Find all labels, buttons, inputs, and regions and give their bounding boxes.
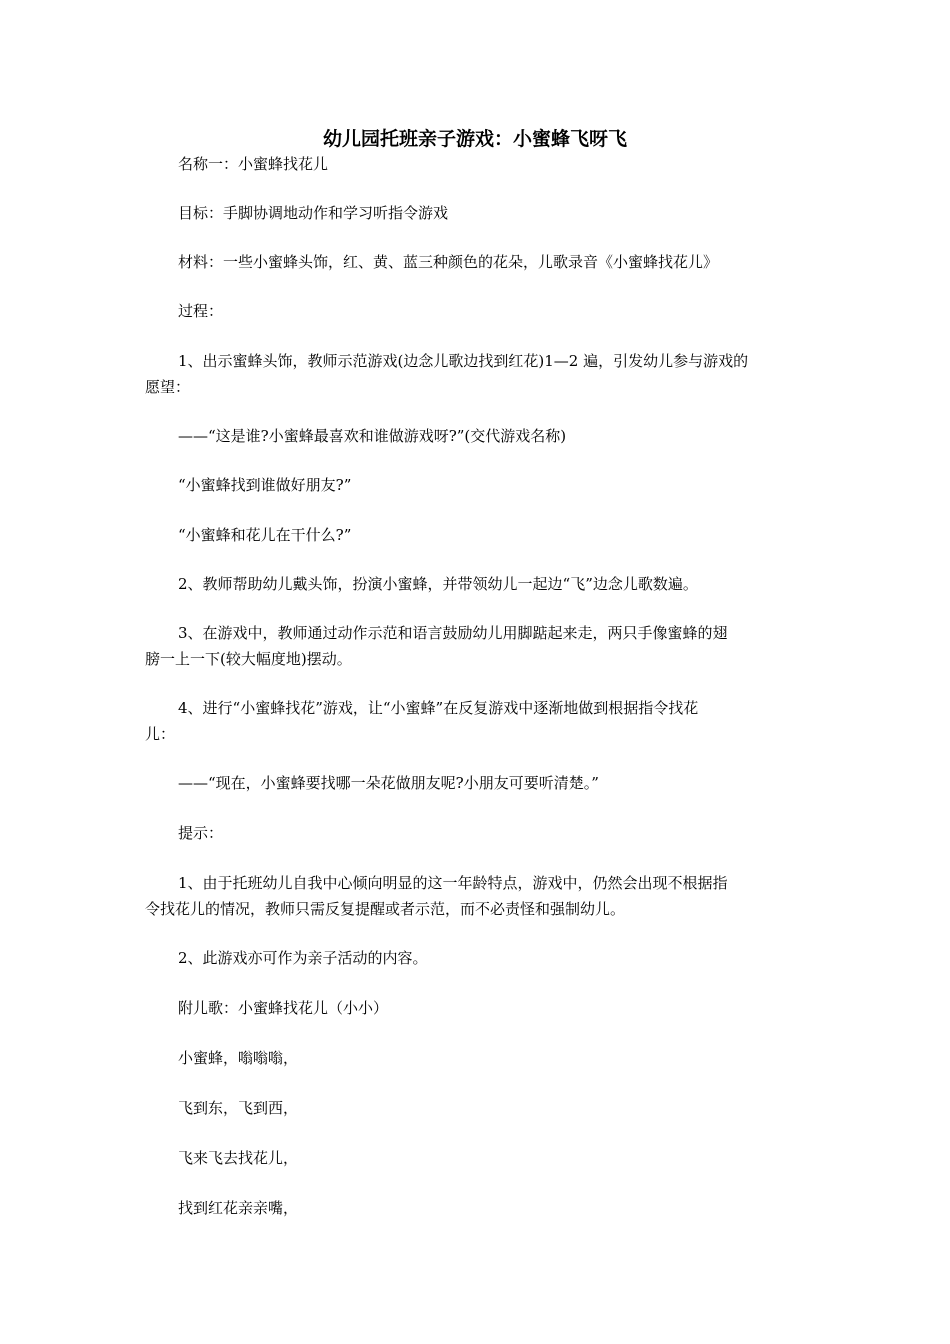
song-line-4: 找到红花亲亲嘴，	[178, 1199, 299, 1217]
tip1-paragraph	[145, 870, 809, 922]
dialog3-line: “小蜜蜂和花儿在干什么?”	[178, 526, 352, 544]
name-line: 名称一：小蜜蜂找花儿	[178, 155, 329, 173]
step1-paragraph	[145, 348, 809, 400]
song-heading: 附儿歌：小蜜蜂找花儿（小小）	[178, 999, 389, 1017]
dialog4-line: ——“现在，小蜜蜂要找哪一朵花做朋友呢?小朋友可要听清楚。”	[178, 774, 599, 792]
dialog2-line: “小蜜蜂找到谁做好朋友?”	[178, 476, 352, 494]
song-line-1: 小蜜蜂，嗡嗡嗡，	[178, 1049, 299, 1067]
step3-paragraph	[145, 620, 809, 672]
song-line-2: 飞到东，飞到西，	[178, 1099, 299, 1117]
step3-line2: 膀一上一下(较大幅度地)摆动。	[145, 650, 352, 668]
materials-line: 材料：一些小蜜蜂头饰，红、黄、蓝三种颜色的花朵，儿歌录音《小蜜蜂找花儿》	[178, 253, 719, 271]
tip2-line: 2、此游戏亦可作为亲子活动的内容。	[178, 949, 428, 967]
step4-paragraph	[145, 695, 809, 747]
song-line-3: 飞来飞去找花儿，	[178, 1149, 299, 1167]
step1-line2: 愿望：	[145, 378, 191, 396]
step1-line1: 1、出示蜜蜂头饰，教师示范游戏(边念儿歌边找到红花)1—2 遍，引发幼儿参与游戏的	[178, 352, 749, 370]
document-title: 幼儿园托班亲子游戏：小蜜蜂飞呀飞	[322, 128, 627, 150]
tip1-line2: 令找花儿的情况，教师只需反复提醒或者示范，而不必责怪和强制幼儿。	[145, 900, 626, 918]
step4-line1: 4、进行“小蜜蜂找花”游戏，让“小蜜蜂”在反复游戏中逐渐地做到根据指令找花	[178, 699, 699, 717]
tip1-line1: 1、由于托班幼儿自我中心倾向明显的这一年龄特点，游戏中，仍然会出现不根据指	[178, 874, 728, 892]
dialog1-line: ——“这是谁?小蜜蜂最喜欢和谁做游戏呀?”(交代游戏名称)	[178, 427, 567, 445]
goal-line: 目标：手脚协调地动作和学习听指令游戏	[178, 204, 449, 222]
step4-line2: 儿：	[145, 725, 176, 743]
step2-line: 2、教师帮助幼儿戴头饰，扮演小蜜蜂，并带领幼儿一起边“飞”边念儿歌数遍。	[178, 575, 698, 593]
process-heading: 过程：	[178, 302, 224, 320]
tips-heading: 提示：	[178, 824, 224, 842]
step3-line1: 3、在游戏中，教师通过动作示范和语言鼓励幼儿用脚踮起来走，两只手像蜜蜂的翅	[178, 624, 728, 642]
